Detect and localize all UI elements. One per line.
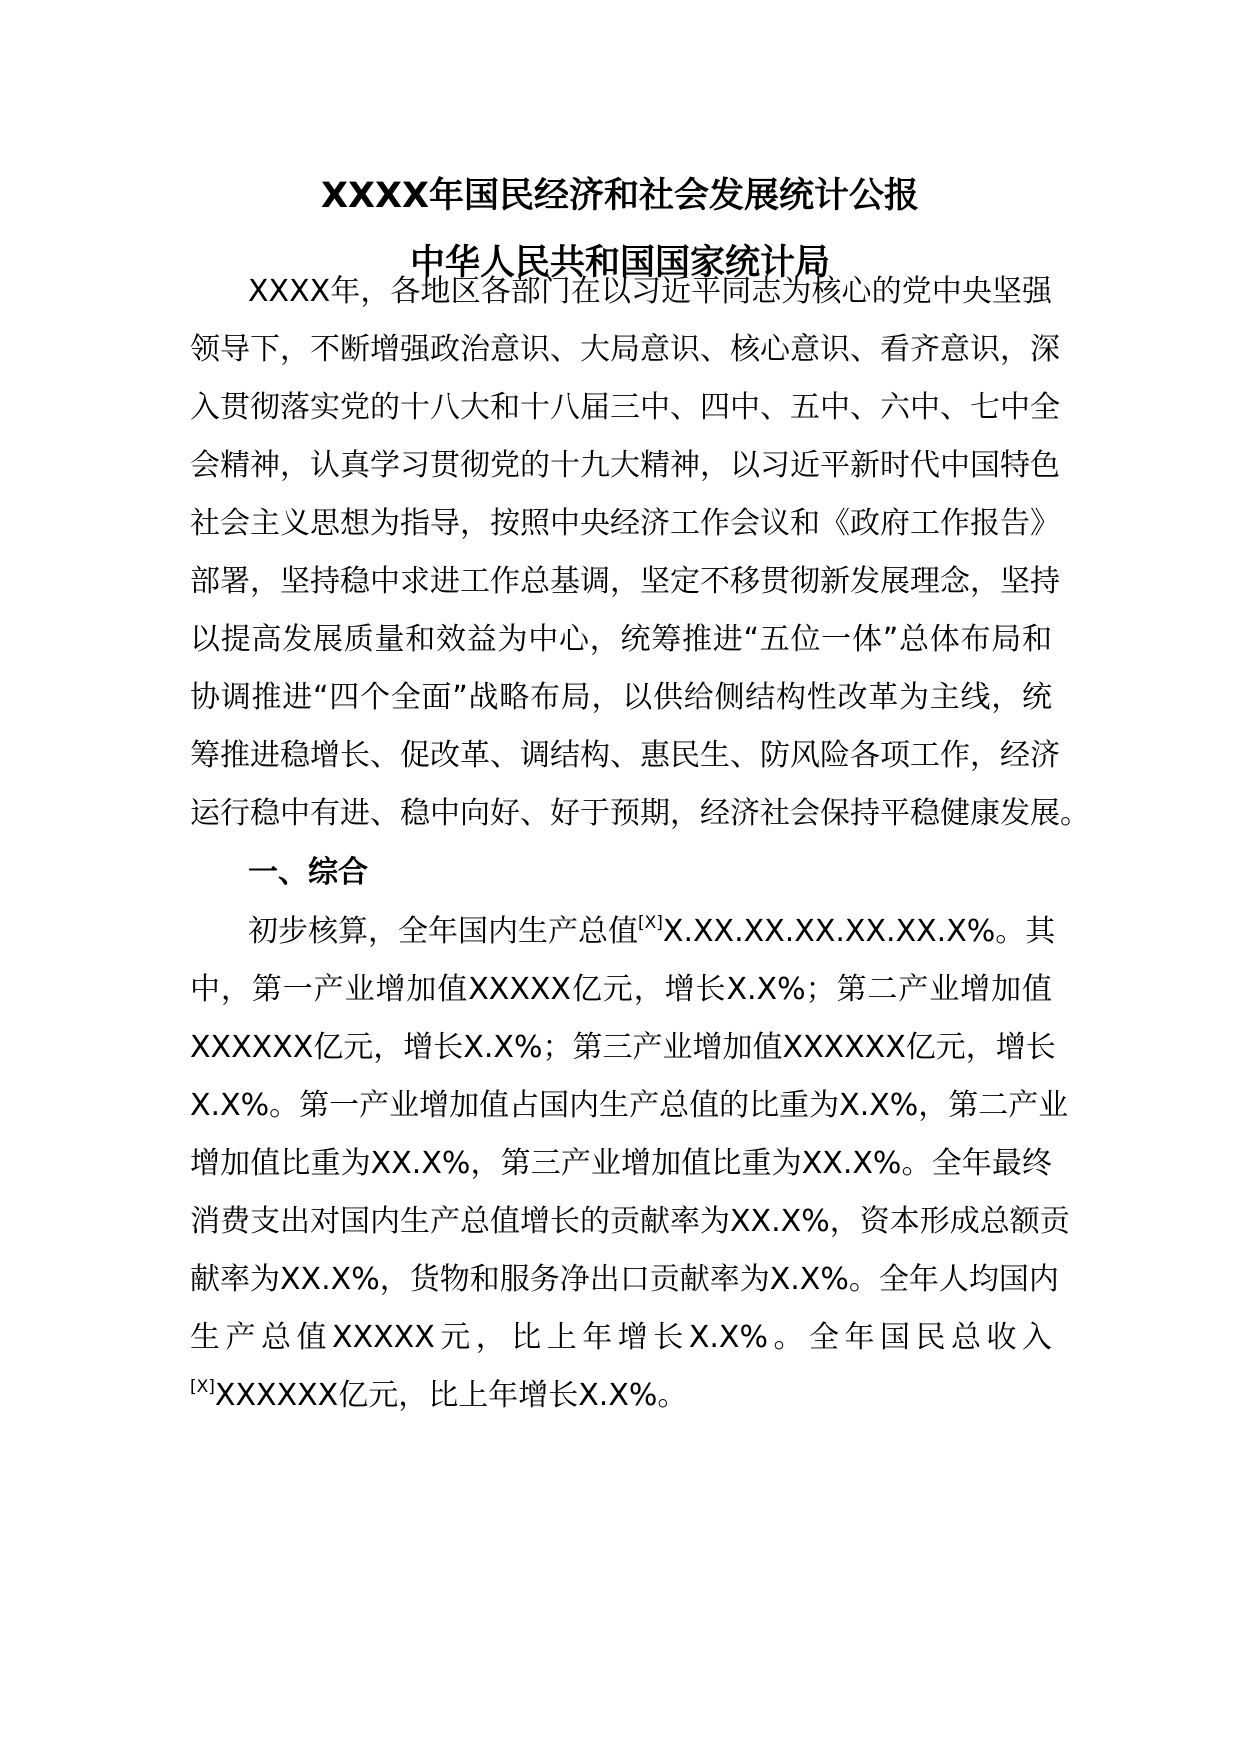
section-line: 中，第一产业增加值XXXXX亿元，增长X.X%；第二产业增加值 <box>190 972 1052 1007</box>
section-line: 献率为XX.X%，货物和服务净出口贡献率为X.X%。全年人均国内 <box>190 1262 1059 1297</box>
section-line: 增加值比重为XX.X%，第三产业增加值比重为XX.X%。全年最终 <box>190 1146 1052 1181</box>
intro-line: 社会主义思想为指导，按照中央经济工作会议和《政府工作报告》 <box>190 506 1060 541</box>
document-title: XXXX年国民经济和社会发展统计公报 <box>321 176 919 216</box>
section-line: 生产总值XXXXX元，比上年增长X.X%。全年国民总收入 <box>190 1320 1052 1355</box>
intro-line: 领导下，不断增强政治意识、大局意识、核心意识、看齐意识，深 <box>190 332 1060 367</box>
section-line: XXXXXX亿元，增长X.X%；第三产业增加值XXXXXX亿元，增长 <box>190 1030 1056 1065</box>
intro-line: XXXX年，各地区各部门在以习近平同志为核心的党中央坚强 <box>248 274 1052 309</box>
footnote-marker: [X] <box>190 1377 215 1397</box>
section-heading: 一、综合 <box>248 855 368 890</box>
intro-line: 部署，坚持稳中求进工作总基调，坚定不移贯彻新发展理念，坚持 <box>190 564 1060 599</box>
section-line <box>190 1374 1052 1418</box>
section-line: 消费支出对国内生产总值增长的贡献率为XX.X%，资本形成总额贡 <box>190 1204 1070 1239</box>
section-line <box>248 910 1056 954</box>
document-subtitle: 中华人民共和国国家统计局 <box>409 243 830 283</box>
section-line-text: X.XX.XX.XX.XX.XX.X%。其 <box>662 914 1056 949</box>
intro-line: 筹推进稳增长、促改革、调结构、惠民生、防风险各项工作，经济 <box>190 738 1060 773</box>
intro-line: 运行稳中有进、稳中向好、好于预期，经济社会保持平稳健康发展。 <box>190 796 1090 831</box>
intro-line: 会精神，认真学习贯彻党的十九大精神，以习近平新时代中国特色 <box>190 448 1060 483</box>
intro-line: 入贯彻落实党的十八大和十八届三中、四中、五中、六中、七中全 <box>190 390 1060 425</box>
intro-line: 协调推进“四个全面”战略布局，以供给侧结构性改革为主线，统 <box>190 680 1052 715</box>
section-line-text: 初步核算，全年国内生产总值 <box>248 914 638 949</box>
footnote-marker: [X] <box>638 913 663 933</box>
section-line: X.X%。第一产业增加值占国内生产总值的比重为X.X%，第二产业 <box>190 1088 1069 1123</box>
intro-line: 以提高发展质量和效益为中心，统筹推进“五位一体”总体布局和 <box>190 622 1052 657</box>
section-line-text: XXXXXX亿元，比上年增长X.X%。 <box>214 1378 688 1413</box>
